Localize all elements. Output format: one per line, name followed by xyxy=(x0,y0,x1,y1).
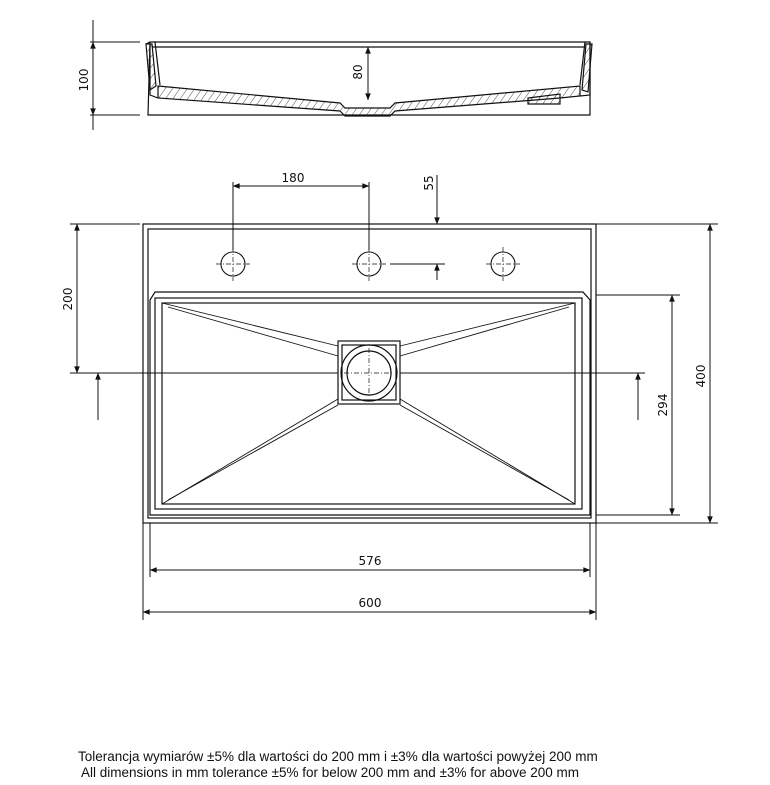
dim-label-height: 100 xyxy=(77,68,91,92)
dim-label-inner-depth: 294 xyxy=(656,393,670,417)
side-view-outline xyxy=(148,42,590,115)
side-view-dimensions xyxy=(90,20,368,130)
side-view-hatch xyxy=(158,86,580,116)
dim-label-inner-width: 576 xyxy=(358,554,382,568)
dim-label-drain-position: 200 xyxy=(61,287,75,311)
tolerance-note-pl: Tolerancja wymiarów ±5% dla wartości do 200 mm i ±3% dla wartości powyżej 200 mm xyxy=(78,749,598,764)
dim-label-outer-depth: 400 xyxy=(694,364,708,388)
tolerance-note-en: All dimensions in mm tolerance ±5% for below 200 mm and ±3% for above 200 mm xyxy=(81,765,580,780)
side-view xyxy=(146,42,592,116)
dim-label-outer-width: 600 xyxy=(358,596,382,610)
tap-holes xyxy=(221,252,515,276)
top-view-dimensions xyxy=(70,175,718,620)
dim-label-tap-spacing: 180 xyxy=(281,171,305,185)
tolerance-note xyxy=(78,749,598,781)
dim-label-tap-offset: 55 xyxy=(422,175,436,191)
dim-label-depth: 80 xyxy=(351,64,365,80)
